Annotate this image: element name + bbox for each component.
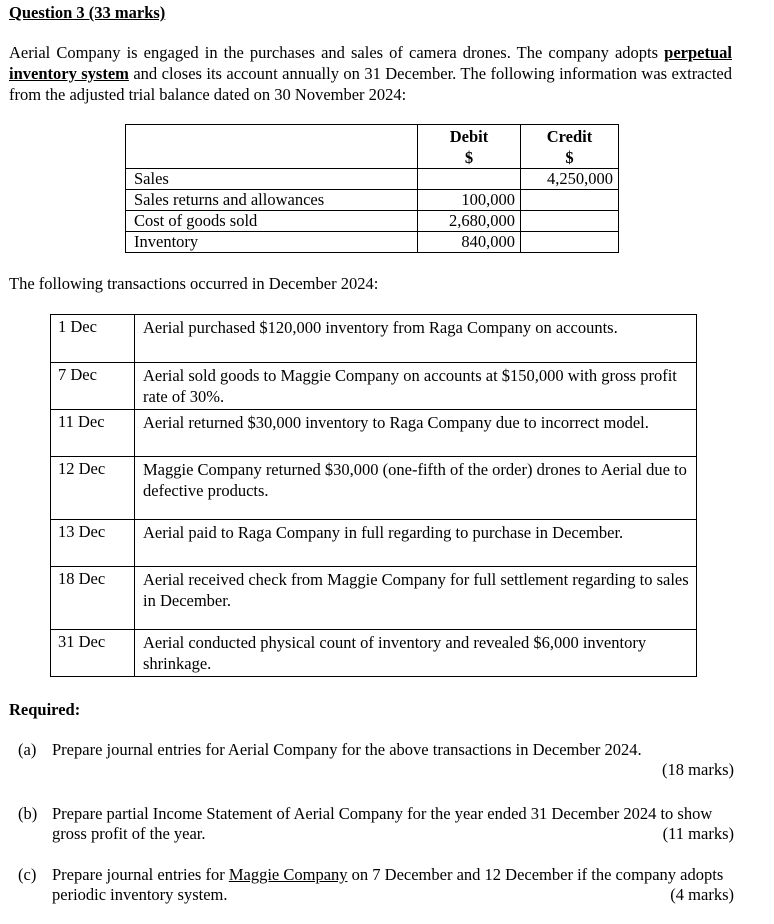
part-text: Prepare partial Income Statement of Aerial Company for the year ended 31 December 2024 to show gross profit of the year. (52, 804, 713, 843)
header-debit-cell (418, 125, 521, 169)
transaction-text: Aerial purchased $120,000 inventory from Raga Company on accounts. (135, 315, 697, 363)
credit-cell (521, 211, 619, 232)
debit-header: Debit (449, 127, 489, 146)
trial-balance-header-row (126, 125, 619, 169)
intro-text-2: and closes its account annually on 31 December. The following information was extracted from the adjusted trial balance dated on 30 November 2024: (9, 64, 732, 104)
account-cell: Sales returns and allowances (126, 190, 418, 211)
part-label: (a) (18, 740, 37, 759)
part-text-wrap (52, 865, 734, 905)
part-text-wrap (52, 804, 734, 844)
transaction-date: 18 Dec (51, 567, 135, 630)
transaction-text: Aerial sold goods to Maggie Company on accounts at $150,000 with gross profit rate of 30%. (135, 363, 697, 410)
table-row (126, 169, 619, 190)
intro-paragraph (9, 42, 732, 105)
header-credit-cell (521, 125, 619, 169)
transactions-intro: The following transactions occurred in December 2024: (9, 274, 379, 293)
required-part-b (18, 804, 734, 844)
transaction-date: 13 Dec (51, 520, 135, 567)
account-cell: Cost of goods sold (126, 211, 418, 232)
transaction-text: Aerial received check from Maggie Company for full settlement regarding to sales in December. (135, 567, 697, 630)
transaction-row (51, 567, 697, 630)
transaction-date: 11 Dec (51, 410, 135, 457)
account-cell: Inventory (126, 232, 418, 253)
table-row (126, 232, 619, 253)
credit-cell (521, 190, 619, 211)
transaction-row (51, 630, 697, 677)
debit-cell: 840,000 (418, 232, 521, 253)
intro-text-1: Aerial Company is engaged in the purchases and sales of camera drones. The company adopts (9, 43, 665, 62)
debit-cell (418, 169, 521, 190)
debit-cell: 2,680,000 (418, 211, 521, 232)
transaction-date: 1 Dec (51, 315, 135, 363)
transaction-date: 12 Dec (51, 457, 135, 520)
question-title: Question 3 (33 marks) (9, 3, 166, 22)
part-label: (c) (18, 865, 37, 884)
header-account-cell (126, 125, 418, 169)
debit-cell: 100,000 (418, 190, 521, 211)
credit-cell (521, 232, 619, 253)
transaction-row (51, 457, 697, 520)
required-heading: Required: (9, 700, 81, 719)
part-text-after: on 7 December and 12 December if the company adopts periodic inventory system. (52, 865, 724, 904)
credit-unit: $ (565, 148, 574, 167)
transaction-text: Aerial conducted physical count of inventory and revealed $6,000 inventory shrinkage. (135, 630, 697, 677)
account-cell: Sales (126, 169, 418, 190)
transaction-row (51, 315, 697, 363)
table-row (126, 190, 619, 211)
part-marks: (11 marks) (662, 824, 734, 843)
trial-balance-table (125, 124, 619, 253)
credit-cell: 4,250,000 (521, 169, 619, 190)
transaction-date: 7 Dec (51, 363, 135, 410)
required-part-c (18, 865, 734, 905)
transaction-row (51, 410, 697, 457)
transaction-text: Aerial paid to Raga Company in full regarding to purchase in December. (135, 520, 697, 567)
transaction-row (51, 363, 697, 410)
part-marks: (18 marks) (662, 760, 734, 779)
transaction-row (51, 520, 697, 567)
transaction-text: Aerial returned $30,000 inventory to Raga Company due to incorrect model. (135, 410, 697, 457)
part-text-underlined: Maggie Company (228, 865, 348, 884)
intro-highlight: perpetual inventory system (9, 43, 732, 83)
transaction-date: 31 Dec (51, 630, 135, 677)
transactions-table (50, 314, 697, 677)
required-part-a (18, 740, 734, 780)
part-text: Prepare journal entries for Aerial Company for the above transactions in December 2024. (52, 740, 642, 759)
credit-header: Credit (546, 127, 593, 146)
part-text-before: Prepare journal entries for (52, 865, 229, 884)
part-marks: (4 marks) (670, 885, 734, 904)
transaction-text: Maggie Company returned $30,000 (one-fifth of the order) drones to Aerial due to defective products. (135, 457, 697, 520)
table-row (126, 211, 619, 232)
part-label: (b) (18, 804, 38, 823)
debit-unit: $ (464, 148, 474, 167)
